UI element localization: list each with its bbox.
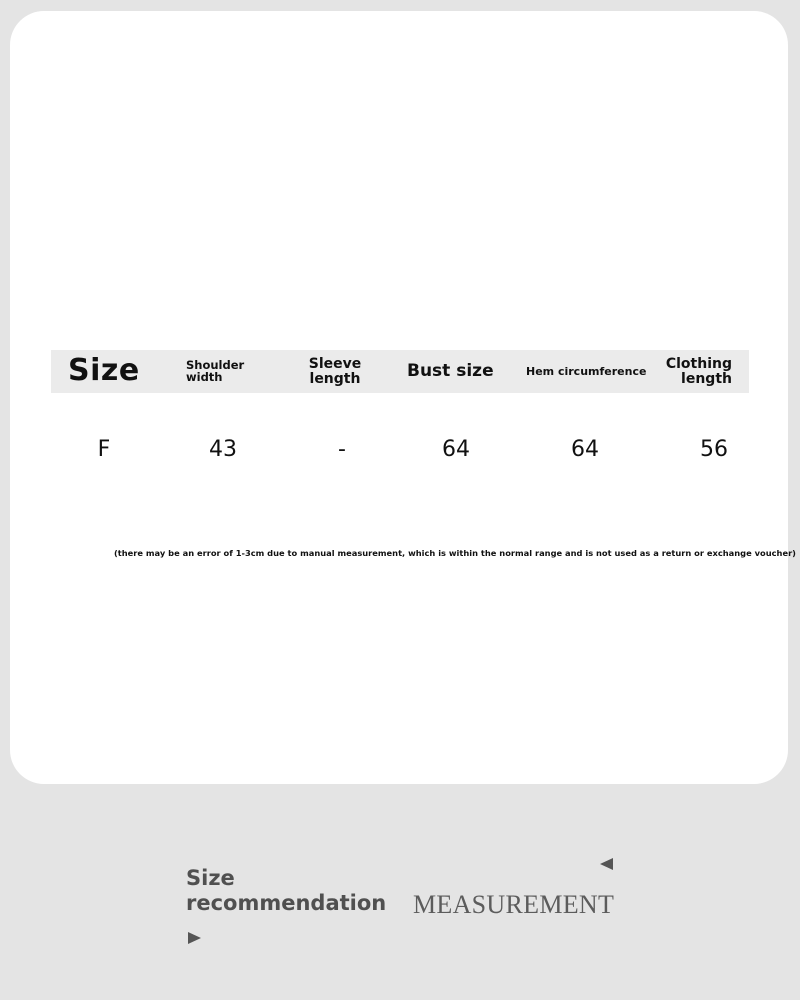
size-table-header xyxy=(51,350,749,393)
size-recommendation-footer xyxy=(0,840,800,960)
size-header: Size xyxy=(68,353,140,388)
measurement-note: (there may be an error of 1-3cm due to manual measurement, which is within the normal range and is not used as a return or exchange voucher) xyxy=(114,548,796,558)
hem-circumference-header: Hem circumference xyxy=(526,365,647,378)
footer-subtitle: MEASUREMENT xyxy=(413,890,615,919)
shoulder-width-value: 43 xyxy=(209,437,237,462)
triangle-left-icon xyxy=(600,858,613,870)
size-value: F xyxy=(97,437,111,462)
clothing-length-value: 56 xyxy=(700,437,728,462)
triangle-right-icon xyxy=(188,932,201,944)
hem-circumference-value: 64 xyxy=(571,437,599,462)
footer-title: Size recommendation xyxy=(186,866,387,915)
bust-size-value: 64 xyxy=(442,437,470,462)
bust-size-header: Bust size xyxy=(407,361,494,381)
size-chart-card xyxy=(10,11,796,784)
clothing-length-header: Clothing length xyxy=(665,356,732,387)
size-row xyxy=(51,436,749,466)
sleeve-length-header: Sleeve length xyxy=(308,356,362,387)
sleeve-length-value: - xyxy=(338,437,346,462)
shoulder-width-header: Shoulder width xyxy=(186,358,245,384)
